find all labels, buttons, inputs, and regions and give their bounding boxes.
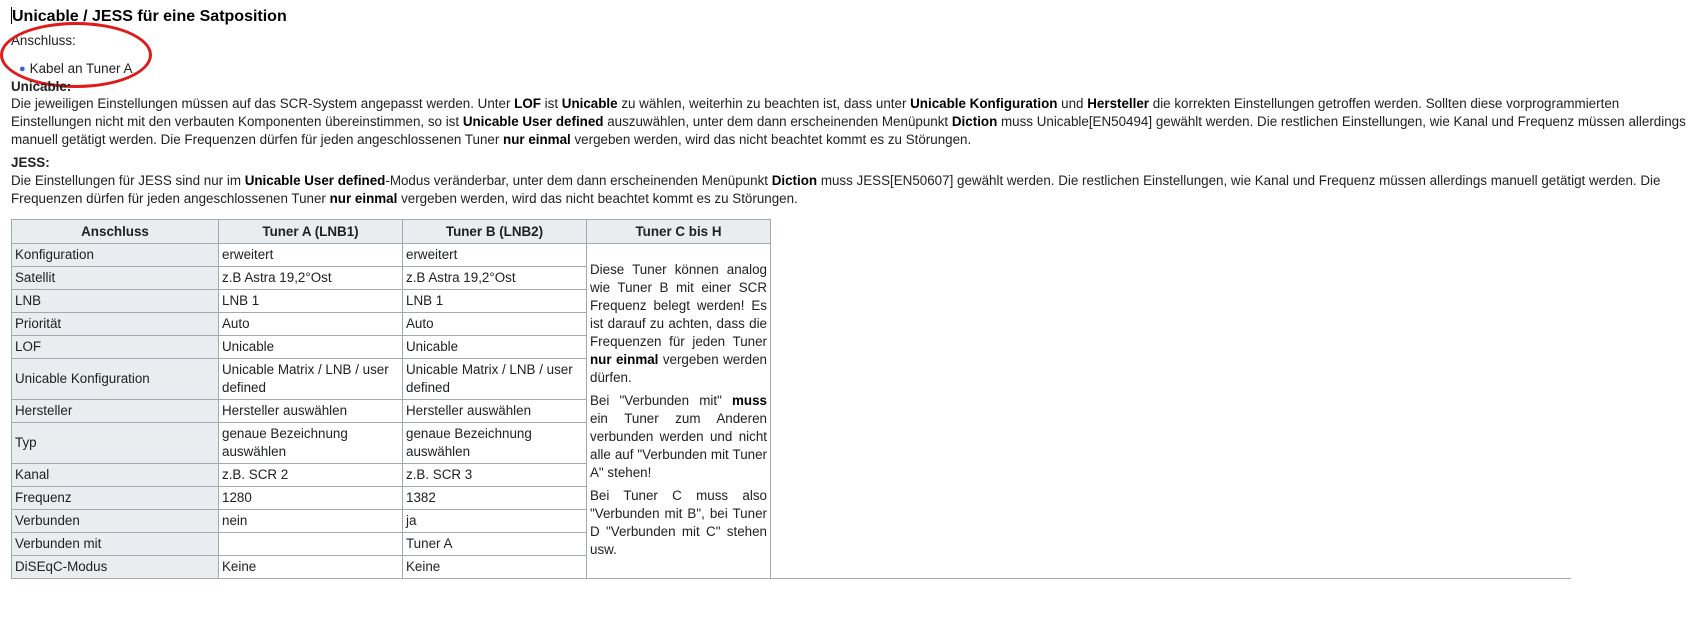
table-cell: nein	[219, 510, 403, 533]
row-label: LOF	[12, 336, 219, 359]
table-cell: z.B. SCR 2	[219, 464, 403, 487]
settings-table	[11, 219, 771, 579]
row-label: Verbunden	[12, 510, 219, 533]
unicable-paragraph: Die jeweiligen Einstellungen müssen auf das SCR-System angepasst werden. Unter LOF ist Unicable zu wählen, weiterhin zu beachten ist, dass unter Unicable Konfiguration und Hersteller die korrekten Einstellungen getroffen werden. Sollten diese vorprogrammierten Einstellungen nicht mit den verbauten Komponenten übereinstimmen, so ist Unicable User defined auszuwählen, unter dem dann erscheinenden Menüpunkt Diction muss Unicable[EN50494] gewählt werden. Die restlichen Einstellungen, wie Kanal und Frequenz müssen allerdings manuell getätigt werden. Die Frequenzen dürfen für jeden angeschlossenen Tuner nur einmal vergeben werden, wird das nicht beachtet kommt es zu Störungen.	[11, 96, 1686, 147]
row-label: LNB	[12, 290, 219, 313]
table-cell: Unicable Matrix / LNB / user defined	[219, 359, 403, 400]
table-cell: erweitert	[403, 244, 587, 267]
row-label: Kanal	[12, 464, 219, 487]
table-cell: Tuner A	[403, 533, 587, 556]
table-cell: Auto	[219, 313, 403, 336]
table-cell: Auto	[403, 313, 587, 336]
table-cell: Unicable	[219, 336, 403, 359]
row-label: Unicable Konfiguration	[12, 359, 219, 400]
anschluss-label: Anschluss:	[11, 33, 76, 48]
column-header: Tuner A (LNB1)	[219, 220, 403, 244]
table-cell: Hersteller auswählen	[219, 400, 403, 423]
table-cell: z.B Astra 19,2°Ost	[219, 267, 403, 290]
tuner-note-cell: Diese Tuner können analog wie Tuner B mit einer SCR Frequenz belegt werden! Es ist darauf zu achten, dass die Frequenzen für jeden Tuner nur einmal vergeben werden dürfen. Bei "Verbunden mit" muss ein Tuner zum Anderen verbunden werden und nicht alle auf "Verbunden mit Tuner A" stehen! Bei Tuner C muss also "Verbunden mit B", bei Tuner D "Verbunden mit C" stehen usw.	[587, 244, 771, 579]
table-row	[12, 244, 771, 267]
table-cell: z.B. SCR 3	[403, 464, 587, 487]
table-cell: LNB 1	[403, 290, 587, 313]
row-label: Frequenz	[12, 487, 219, 510]
anschluss-list	[19, 61, 132, 76]
table-cell: Keine	[219, 556, 403, 579]
row-label: Hersteller	[12, 400, 219, 423]
column-header: Tuner C bis H	[587, 220, 771, 244]
row-label: Verbunden mit	[12, 533, 219, 556]
row-label: DiSEqC-Modus	[12, 556, 219, 579]
table-cell	[219, 533, 403, 556]
table-cell: z.B Astra 19,2°Ost	[403, 267, 587, 290]
row-label: Konfiguration	[12, 244, 219, 267]
list-item: ● Kabel an Tuner A	[19, 61, 133, 76]
row-label: Typ	[12, 423, 219, 464]
column-header: Anschluss	[12, 220, 219, 244]
page-title: Unicable / JESS für eine Satposition	[12, 8, 287, 25]
table-cell: genaue Bezeichnung auswählen	[403, 423, 587, 464]
table-cell: 1382	[403, 487, 587, 510]
table-cell: genaue Bezeichnung auswählen	[219, 423, 403, 464]
section-divider	[11, 578, 1571, 579]
bullet-icon: ●	[19, 63, 26, 75]
column-header: Tuner B (LNB2)	[403, 220, 587, 244]
row-label: Priorität	[12, 313, 219, 336]
unicable-heading: Unicable:	[11, 79, 72, 94]
table-cell: Keine	[403, 556, 587, 579]
table-cell: LNB 1	[219, 290, 403, 313]
table-cell: Unicable Matrix / LNB / user defined	[403, 359, 587, 400]
jess-paragraph: Die Einstellungen für JESS sind nur im Unicable User defined-Modus veränderbar, unter dem dann erscheinenden Menüpunkt Diction muss JESS[EN50607] gewählt werden. Die restlichen Einstellungen, wie Kanal und Frequenz müssen allerdings manuell getätigt werden. Die Frequenzen dürfen für jeden angeschlossenen Tuner nur einmal vergeben werden, wird das nicht beachtet kommt es zu Störungen.	[11, 173, 1661, 206]
jess-heading: JESS:	[11, 155, 50, 170]
table-cell: ja	[403, 510, 587, 533]
table-cell: Unicable	[403, 336, 587, 359]
table-cell: 1280	[219, 487, 403, 510]
table-cell: Hersteller auswählen	[403, 400, 587, 423]
row-label: Satellit	[12, 267, 219, 290]
table-header-row	[12, 220, 771, 244]
table-cell: erweitert	[219, 244, 403, 267]
